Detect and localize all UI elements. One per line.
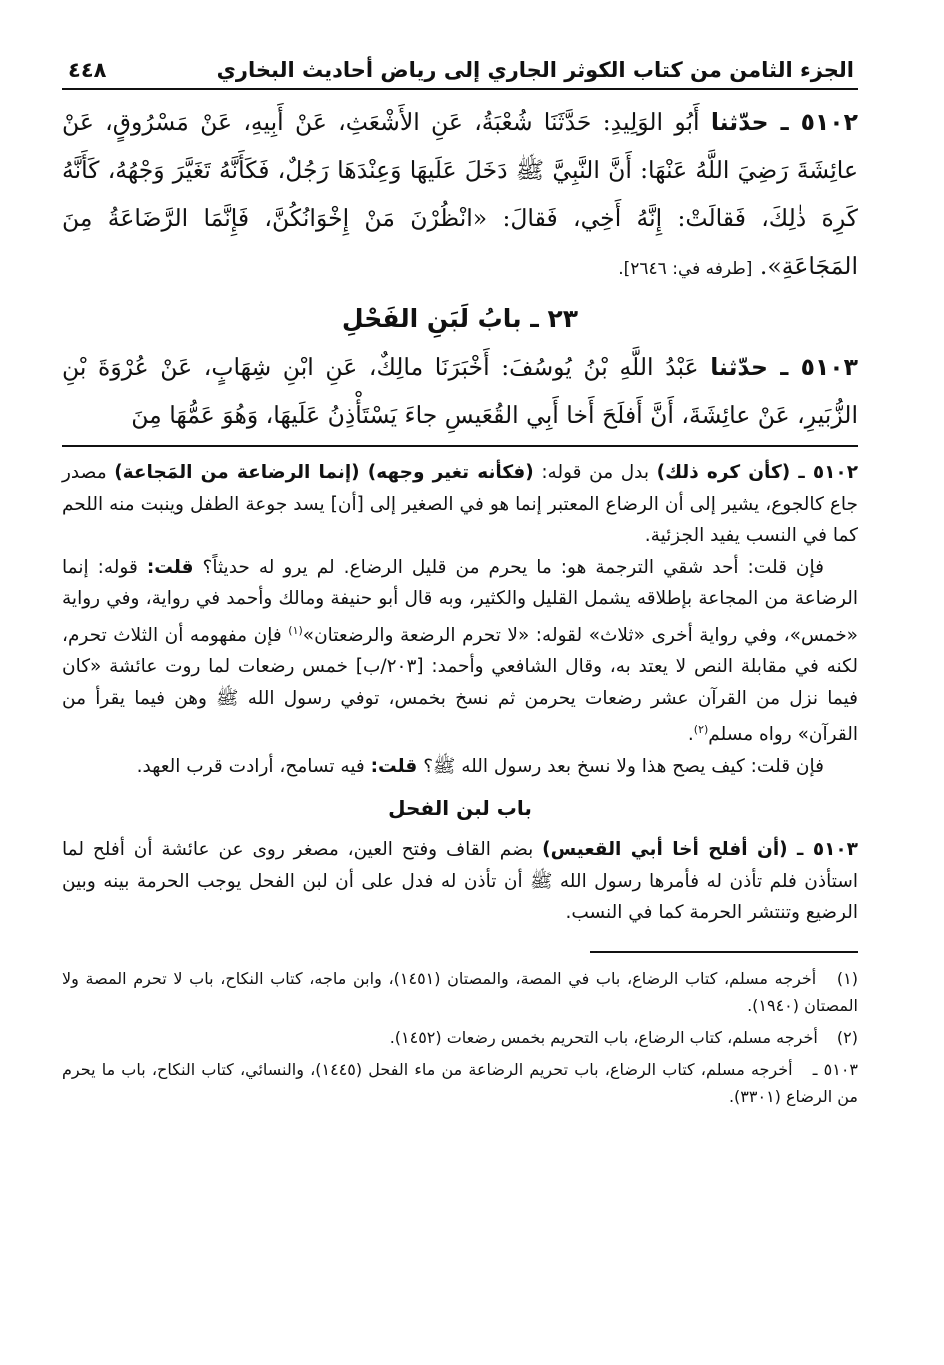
commentary-text: بدل من قوله:: [541, 462, 650, 483]
commentary-lead: ٥١٠٣ ـ (أن أفلح أخا أبي القعيس): [542, 839, 858, 861]
footnote-text: أخرجه مسلم، كتاب الرضاع، باب التحريم بخمس رضعات (١٤٥٢).: [389, 1027, 818, 1047]
answer-marker: قلت:: [370, 755, 418, 777]
answer-text: قوله: إنما الرضاعة من المجاعة بإطلاقه يشمل القليل والكثير، وبه قال أبو حنيفة ومالك وأحمد في رواية، وفي رواية «خمس»، وفي رواية أخرى «ثلاث» لقوله: «لا تحرم الرضعة والرضعتان»: [62, 556, 858, 646]
hadith-text: أَبُو الوَلِيدِ: حَدَّثَنَا شُعْبَةُ، عَنِ الأَشْعَثِ، عَنْ أَبِيهِ، عَنْ مَسْرُوقٍ، عَنْ عائِشَةَ رَضِيَ اللَّهُ عَنْهَا: أَنَّ النَّبِيَّ ﷺ دَخَلَ عَلَيهَا وَعِنْدَهَا رَجُلٌ، فَكَأَنَّهُ تَغَيَّرَ وَجْهُهُ، كَأَنَّهُ كَرِهَ ذٰلِكَ، فَقالَتْ: إِنَّهُ أَخِي، فَقالَ: «انْظُرْنَ مَنْ إِخْوَانُكُنَّ، فَإِنَّمَا الرَّضَاعَةُ مِنَ المَجَاعَةِ».: [62, 108, 858, 280]
hadith-5102: [62, 98, 858, 293]
answer-text: فإن مفهومه أن الثلاث تحرم، لكنه في مقابلة النص لا يعتد به، وقال الشافعي وأحمد: [٢٠٣/ب] خمس رضعات لما روت عائشة «كان فيما نزل من القرآن عشر رضعات يحرمن ثم نسخ بخمس، توفي رسول الله ﷺ وهن فيما يقرأ من القرآن» رواه مسلم: [62, 624, 858, 746]
commentary-chapter-title: باب لبن الفحل: [388, 796, 532, 821]
question-text: فإن قلت: أحد شقي الترجمة هو: ما يحرم من قليل الرضاع. لم يرو له حديثاً؟: [202, 556, 824, 578]
question-text: فإن قلت: كيف يصح هذا ولا نسخ بعد رسول الله ﷺ؟: [423, 755, 824, 777]
hadith-5103: [62, 343, 858, 439]
footnote-ref[interactable]: (٢): [693, 723, 709, 737]
commentary-lead: ٥١٠٢ ـ (كأن كره ذلك): [656, 462, 859, 483]
commentary-quote: (فكأنه تغير وجهه) (إنما الرضاعة من المَجاعة): [114, 462, 534, 483]
hadith-number: ٥١٠٢ ـ حدّثنا: [710, 108, 858, 136]
footnote-mark: (٢): [836, 1027, 858, 1047]
footnotes: [62, 965, 858, 1110]
hadith-text: عَبْدُ اللَّهِ بْنُ يُوسُفَ: أَخْبَرَنَا مالِكٌ، عَنِ ابْنِ شِهَابٍ، عَنْ عُرْوَةَ بْنِ الزُّبَيرِ، عَنْ عائِشَةَ، أَنَّ أَفلَحَ أَخا أَبِي القُعَيسِ جاءَ يَسْتَأْذِنُ عَلَيهَا، وَهُوَ عَمُّهَا مِنَ: [62, 353, 858, 429]
commentary-text: مصدر جاع كالجوع، يشير إلى أن الرضاع المعتبر إنما هو في الصغير إلى [أن] يسد جوعة الطفل وينبت منه اللحم كما في النسب يفيد الجزئية.: [62, 462, 858, 546]
answer-marker: قلت:: [146, 556, 194, 578]
commentary-text: بضم القاف وفتح العين، مصغر روى عن عائشة أن أفلح لما استأذن فلم تأذن له فأمرها رسول الله ﷺ أن تأذن له فدل على أن لبن الفحل يوجب الحرمة بينه وبين الرضيع وتنتشر الحرمة كما في النسب.: [62, 839, 858, 924]
running-header: [62, 58, 858, 90]
footnote: [62, 965, 858, 1019]
answer-text: فيه تسامح، أرادت قرب العهد.: [136, 755, 365, 777]
running-title: الجزء الثامن من كتاب الكوثر الجاري إلى رياض أحاديث البخاري: [216, 58, 854, 82]
footnote-text: أخرجه مسلم، كتاب الرضاع، باب في المصة، والمصتان (١٤٥١)، وابن ماجه، كتاب النكاح، باب لا تحرم المصة ولا المصتان (١٩٤٠).: [62, 968, 858, 1015]
footnote-ref[interactable]: (١): [288, 623, 303, 637]
footnote: [62, 1056, 858, 1110]
footnote-text: أخرجه مسلم، كتاب الرضاع، باب تحريم الرضاعة من ماء الفحل (١٤٤٥)، والنسائي، كتاب النكاح، باب ما يحرم من الرضاع (٣٣٠١).: [62, 1059, 858, 1106]
hadith-reference: [طرفه في: ٢٦٤٦].: [618, 259, 753, 279]
commentary: ٥١٠٢ ـ (كأن كره ذلك) بدل من قوله: (فكأنه تغير وجهه) (إنما الرضاعة من المَجاعة) مصدر جاع كالجوع، يشير إلى أن الرضاع المعتبر إنما هو في الصغير إلى [أن] يسد جوعة الطفل وينبت منه اللحم كما في النسب يفيد الجزئية. فإن قلت: أحد شقي الترجمة هو: ما يحرم من قليل الرضاع. لم يرو له حديثاً؟ قلت: قوله: إنما الرضاعة من المجاعة بإطلاقه يشمل القليل والكثير، وبه قال أبو حنيفة ومالك وأحمد في رواية، وفي رواية «خمس»، وفي رواية أخرى «ثلاث» لقوله: «لا تحرم الرضعة والرضعتان»$^{(١)}$ فإن مفهومه أن الثلاث تحرم، لكنه في مقابلة النص لا يعتد به، وقال الشافعي وأحمد: [٢٠٣/ب] خمس رضعات لما روت عائشة «كان فيما نزل من القرآن عشر رضعات يحرمن ثم نسخ بخمس، توفي رسول الله ﷺ وهن فيما يقرأ من القرآن» رواه مسلم$^{(٢)}$. فإن قلت: كيف يصح هذا ولا نسخ بعد رسول الله ﷺ؟ قلت: فيه تسامح، أرادت قرب العهد. باب لبن الفحل ٥١٠٣ ـ (أن أفلح أخا أبي القعيس) بضم القاف وفتح العين، مصغر روى عن عائشة أن أفلح لما استأذن فلم تأذن له فأمرها رسول الله ﷺ أن تأذن له فدل على أن لبن الفحل يوجب الحرمة بينه وبين الرضيع وتنتشر الحرمة كما في النسب.: [62, 462, 859, 924]
hadith-number: ٥١٠٣ ـ حدّثنا: [710, 353, 858, 381]
footnote-mark: (١): [836, 968, 859, 988]
chapter-title: ٢٣ ـ بابُ لَبَنِ الفَحْلِ: [341, 304, 579, 333]
book-page: [62, 58, 858, 1325]
footnote-divider: [590, 951, 858, 953]
footnote-mark: ٥١٠٣ ـ: [812, 1059, 859, 1079]
page-number: ٤٤٨: [68, 58, 107, 82]
text-divider: [62, 445, 858, 447]
footnote: [62, 1024, 858, 1051]
